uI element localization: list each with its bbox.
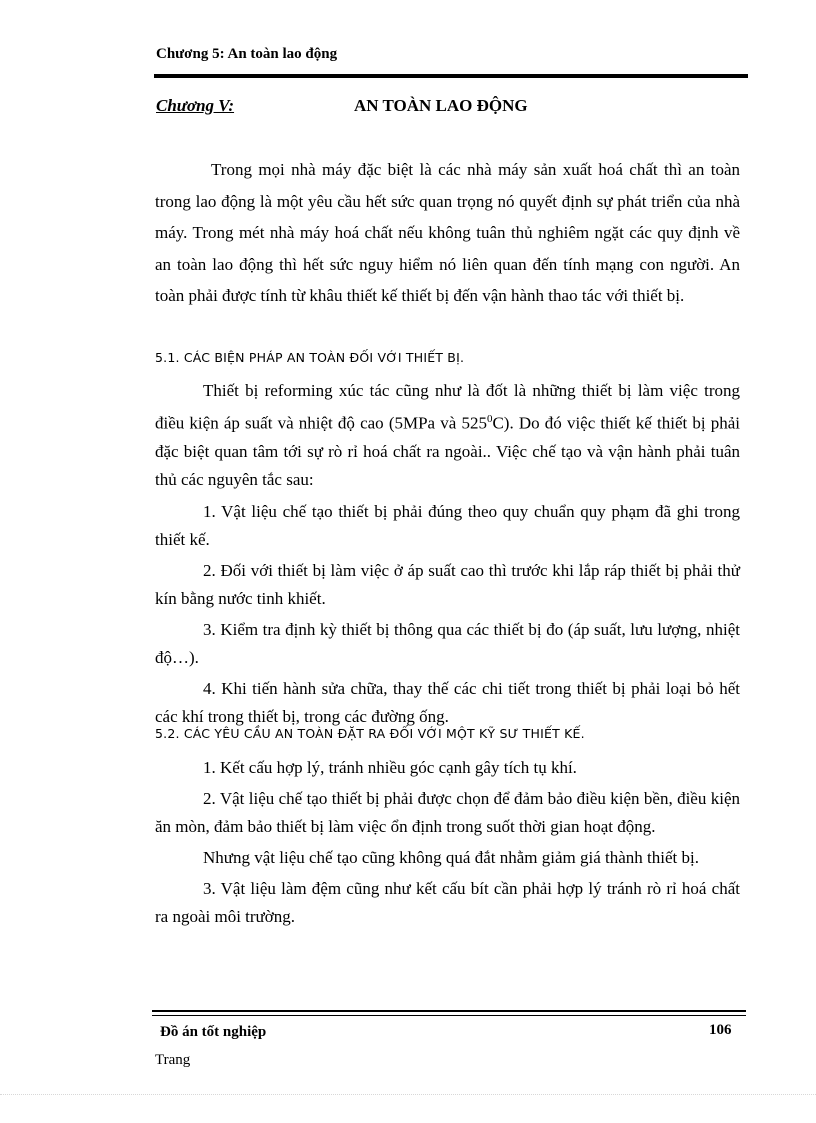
footer-title: Đồ án tốt nghiệp: [160, 1024, 267, 1040]
section-2-heading: 5.2. CÁC YÊU CẦU AN TOÀN ĐẶT RA ĐỐI VỚI MỘT KỸ SƯ THIẾT KẾ.: [155, 726, 585, 741]
footer-rule-thin: [152, 1015, 746, 1016]
degree-superscript: 0: [486, 413, 493, 425]
section-1-item: 3. Kiểm tra định kỳ thiết bị thông qua các thiết bị đo (áp suất, lưu lượng, nhiệt độ…).: [155, 619, 740, 667]
section-2-item: 1. Kết cấu hợp lý, tránh nhiều góc cạnh gây tích tụ khí.: [203, 758, 577, 777]
section-1-intro-after: C). Do đó việc thiết kế thiết bị phải đặc biệt quan tâm tới sự rò rỉ hoá chất ra ngoài.. Việc chế tạo và vận hành phải tuân thủ các nguyên tắc sau:: [155, 413, 741, 489]
section-2-item: Nhưng vật liệu chế tạo cũng không quá đắt nhằm giảm giá thành thiết bị.: [203, 848, 699, 867]
footer-trang: Trang: [155, 1052, 191, 1068]
section-1-item: 1. Vật liệu chế tạo thiết bị phải đúng theo quy chuẩn quy phạm đã ghi trong thiết kế.: [155, 501, 740, 549]
intro-paragraph: Trong mọi nhà máy đặc biệt là các nhà máy sản xuất hoá chất thì an toàn trong lao động là một yêu cầu hết sức quan trọng nó quyết định sự phát triển của nhà máy. Trong mét nhà máy hoá chất nếu không tuân thủ nghiêm ngặt các quy định về an toàn lao động thì hết sức nguy hiểm nó liên quan đến tính mạng con người. An toàn phải được tính từ khâu thiết kế thiết bị đến vận hành thao tác với thiết bị.: [155, 160, 740, 305]
intro-paragraph-block: [155, 154, 740, 312]
section-1-intro-before: Thiết bị reforming xúc tác cũng như là đốt là những thiết bị làm việc trong điều kiện áp suất và nhiệt độ cao (5MPa và 525: [155, 381, 740, 433]
section-1-intro: [155, 377, 740, 494]
section-1-body: [155, 377, 740, 731]
section-2-item: 3. Vật liệu làm đệm cũng như kết cấu bít cần phải hợp lý tránh rò rỉ hoá chất ra ngoài môi trường.: [155, 879, 740, 926]
chapter-title: AN TOÀN LAO ĐỘNG: [354, 96, 528, 115]
section-2-body: [155, 754, 740, 931]
section-1-heading: 5.1. CÁC BIỆN PHÁP AN TOÀN ĐỐI VỚI THIẾT BỊ.: [155, 350, 465, 365]
header-rule: [154, 74, 748, 78]
section-1-item: 2. Đối với thiết bị làm việc ở áp suất cao thì trước khi lắp ráp thiết bị phải thử kín bằng nước tinh khiết.: [155, 560, 740, 608]
section-1-item: 4. Khi tiến hành sửa chữa, thay thế các chi tiết trong thiết bị phải loại bỏ hết các khí trong thiết bị, trong các đường ống.: [155, 678, 740, 726]
page-edge: [0, 1094, 816, 1095]
footer-rule-thick: [152, 1010, 746, 1012]
chapter-label: Chương V:: [156, 96, 235, 115]
section-2-item: 2. Vật liệu chế tạo thiết bị phải được chọn để đảm bảo điều kiện bền, điều kiện ăn mòn, đảm bảo thiết bị làm việc ổn định trong suốt thời gian hoạt động.: [155, 789, 740, 836]
running-header: Chương 5: An toàn lao động: [156, 46, 338, 62]
page-number: 106: [709, 1022, 732, 1038]
